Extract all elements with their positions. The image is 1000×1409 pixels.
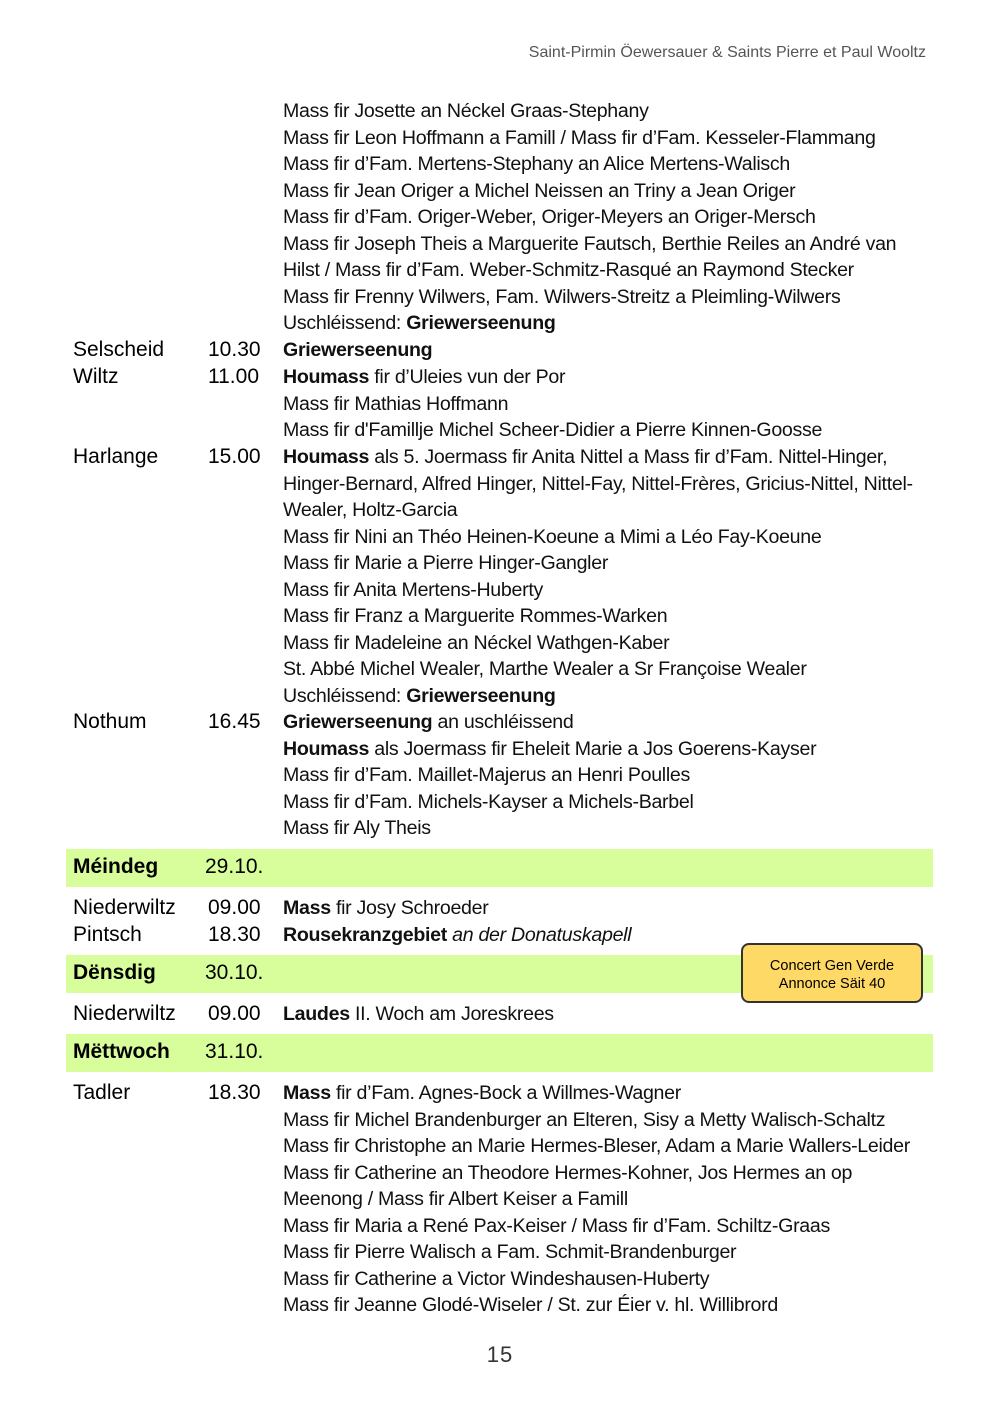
intention-text: Hinger-Bernard, Alfred Hinger, Nittel-Fay, Nittel-Frères, Gricius-Nittel, Nittel- [283,472,913,495]
intention-lines [283,364,933,444]
intention-text: Mass fir Jeanne Glodé-Wiseler / St. zur Éier v. hl. Willibrord [283,1294,778,1316]
intention-text: fir Josy Schroeder [330,897,489,919]
intention-line [283,257,933,284]
intention-line [283,98,933,125]
intention-text: Mass fir Franz a Marguerite Rommes-Warken [283,605,668,627]
page-header: Saint-Pirmin Öewersauer & Saints Pierre et Paul Wooltz [528,44,926,61]
service-time: 09.00 [208,896,261,919]
intention-text: Mass fir d’Fam. Mertens-Stephany an Alice Mertens-Walisch [283,153,791,175]
concert-page-ref: Annonce Säit 40 [778,976,886,992]
place-name: Pintsch [73,923,142,946]
intention-line [283,337,933,364]
intention-line [283,709,933,736]
intention-text: Wealer, Holtz-Garcia [283,499,458,521]
day-name: Dënsdig [73,961,156,984]
intention-text: Mass fir Christophe an Marie Hermes-Bleser, Adam a Marie Wallers-Leider [283,1135,910,1157]
intention-line [283,204,933,231]
intention-text: Mass fir Leon Hoffmann a Famill / Mass fir d’Fam. Kesseler-Flammang [283,126,876,149]
intention-text: Uschléissend: [283,312,407,334]
intention-text: als 5. Joermass fir Anita Nittel a Mass fir d’Fam. Nittel-Hinger, [369,446,888,468]
service-time: 15.00 [208,445,261,468]
service-type: Mass [283,1082,331,1104]
intention-text: Mass fir Madeleine an Néckel Wathgen-Kaber [283,631,670,654]
intention-text: Hilst / Mass fir d’Fam. Weber-Schmitz-Rasqué an Raymond Stecker [283,259,854,281]
intention-text: Mass fir d'Famillje Michel Scheer-Didier a Pierre Kinnen-Goosse [283,419,823,441]
intention-lines [283,709,933,842]
service-type: Griewerseenung [283,339,433,361]
intention-lines [283,444,933,709]
intention-text: Mass fir Aly Theis [283,817,431,839]
intention-line [283,1266,933,1293]
intention-line [283,125,933,152]
intention-line [283,762,933,789]
intention-line [283,550,933,577]
intention-line [283,656,933,683]
intention-lines [283,1001,933,1028]
place-name: Selscheid [73,338,165,361]
intention-text: St. Abbé Michel Wealer, Marthe Wealer a Sr Françoise Wealer [283,658,807,680]
day-band-wednesday [66,1034,933,1072]
intention-line [283,1080,933,1107]
place-name: Harlange [73,445,159,468]
intention-line [283,417,933,444]
service-time: 11.00 [208,365,259,388]
intention-line [283,284,933,311]
intention-text: Uschléissend: [283,684,407,707]
intention-lines [283,98,933,337]
intention-line [283,736,933,763]
place-name: Niederwiltz [73,896,176,919]
intention-line [283,444,933,471]
intention-text: fir d’Uleies vun der Por [369,366,566,388]
intention-text: Mass fir Pierre Walisch a Fam. Schmit-Brandenburger [283,1241,737,1263]
intention-text: Mass fir Catherine an Theodore Hermes-Kohner, Jos Hermes an op [283,1161,853,1184]
intention-line [283,1239,933,1266]
intention-line [283,815,933,842]
intention-text: Mass fir d’Fam. Maillet-Majerus an Henri Poulles [283,764,690,786]
intention-text: Mass fir d’Fam. Michels-Kayser a Michels-Barbel [283,790,694,813]
intention-line [283,789,933,816]
service-type: Rousekranzgebiet [283,924,447,946]
service-time: 16.45 [208,710,261,733]
place-name: Niederwiltz [73,1002,176,1025]
intention-line [283,391,933,418]
service-time: 09.00 [208,1002,261,1025]
intention-text: Mass fir Maria a René Pax-Keiser / Mass fir d’Fam. Schiltz-Graas [283,1214,830,1237]
intention-text: II. Woch am Joreskrees [349,1003,554,1025]
service-type: Griewerseenung [406,312,556,334]
intention-text: Meenong / Mass fir Albert Keiser a Famill [283,1188,628,1210]
intention-line [283,1107,933,1134]
intention-text: Mass fir Catherine a Victor Windeshausen-Huberty [283,1267,710,1290]
page-number: 15 [486,1342,514,1367]
day-date: 31.10. [205,1040,264,1063]
intention-line [283,577,933,604]
intention-text: Mass fir Joseph Theis a Marguerite Fautsch, Berthie Reiles an André van [283,232,897,255]
intention-line [283,1133,933,1160]
intention-line [283,630,933,657]
day-band-monday [66,849,933,887]
intention-lines [283,1080,933,1319]
service-type: Griewerseenung [406,684,556,707]
intention-line [283,310,933,337]
service-time: 18.30 [208,1081,261,1104]
intention-line [283,895,933,922]
intention-text: Mass fir Anita Mertens-Huberty [283,578,543,601]
intention-text: Mass fir Frenny Wilwers, Fam. Wilwers-Streitz a Pleimling-Wilwers [283,285,841,308]
intention-line [283,683,933,710]
intention-lines [283,895,933,922]
day-date: 29.10. [205,855,264,878]
intention-text: Mass fir Marie a Pierre Hinger-Gangler [283,552,609,574]
intention-line [283,1292,933,1319]
service-type: Laudes [283,1003,350,1025]
intention-text: Mass fir Jean Origer a Michel Neissen an Triny a Jean Origer [283,179,796,202]
intention-line [283,1160,933,1187]
intention-line [283,1001,933,1028]
service-type: Houmass [283,446,370,468]
intention-text: als Joermass fir Eheleit Marie a Jos Goerens-Kayser [369,737,817,760]
intention-text: Mass fir d’Fam. Origer-Weber, Origer-Meyers an Origer-Mersch [283,206,816,228]
intention-line [283,524,933,551]
service-type: Houmass [283,737,370,760]
intention-line [283,1186,933,1213]
intention-line [283,497,933,524]
intention-text: an uschléissend [432,711,574,733]
intention-line [283,151,933,178]
place-name: Tadler [73,1081,131,1104]
service-type: Mass [283,897,331,919]
service-type: Griewerseenung [283,711,433,733]
day-name: Mëttwoch [73,1040,170,1063]
intention-text: Mass fir Nini an Théo Heinen-Koeune a Mimi a Léo Fay-Koeune [283,525,822,548]
concert-announcement-box [741,943,923,1003]
intention-line [283,1213,933,1240]
intention-line [283,364,933,391]
intention-line [283,231,933,258]
service-time: 10.30 [208,338,261,361]
intention-line [283,178,933,205]
day-name: Méindeg [73,855,159,878]
intention-text: Mass fir Josette an Néckel Graas-Stephany [283,100,649,122]
place-name: Nothum [73,710,147,733]
place-name: Wiltz [73,365,119,388]
concert-title: Concert Gen Verde [769,958,895,974]
service-time: 18.30 [208,923,261,946]
day-date: 30.10. [205,961,264,984]
intention-line [283,471,933,498]
intention-line [283,603,933,630]
intention-text: Mass fir Michel Brandenburger an Elteren, Sisy a Metty Walisch-Schaltz [283,1108,886,1131]
intention-text: an der Donatuskapell [446,924,632,946]
intention-text: fir d’Fam. Agnes-Bock a Willmes-Wagner [330,1082,681,1104]
service-type: Houmass [283,366,370,388]
intention-text: Mass fir Mathias Hoffmann [283,392,509,415]
intention-lines [283,337,933,364]
